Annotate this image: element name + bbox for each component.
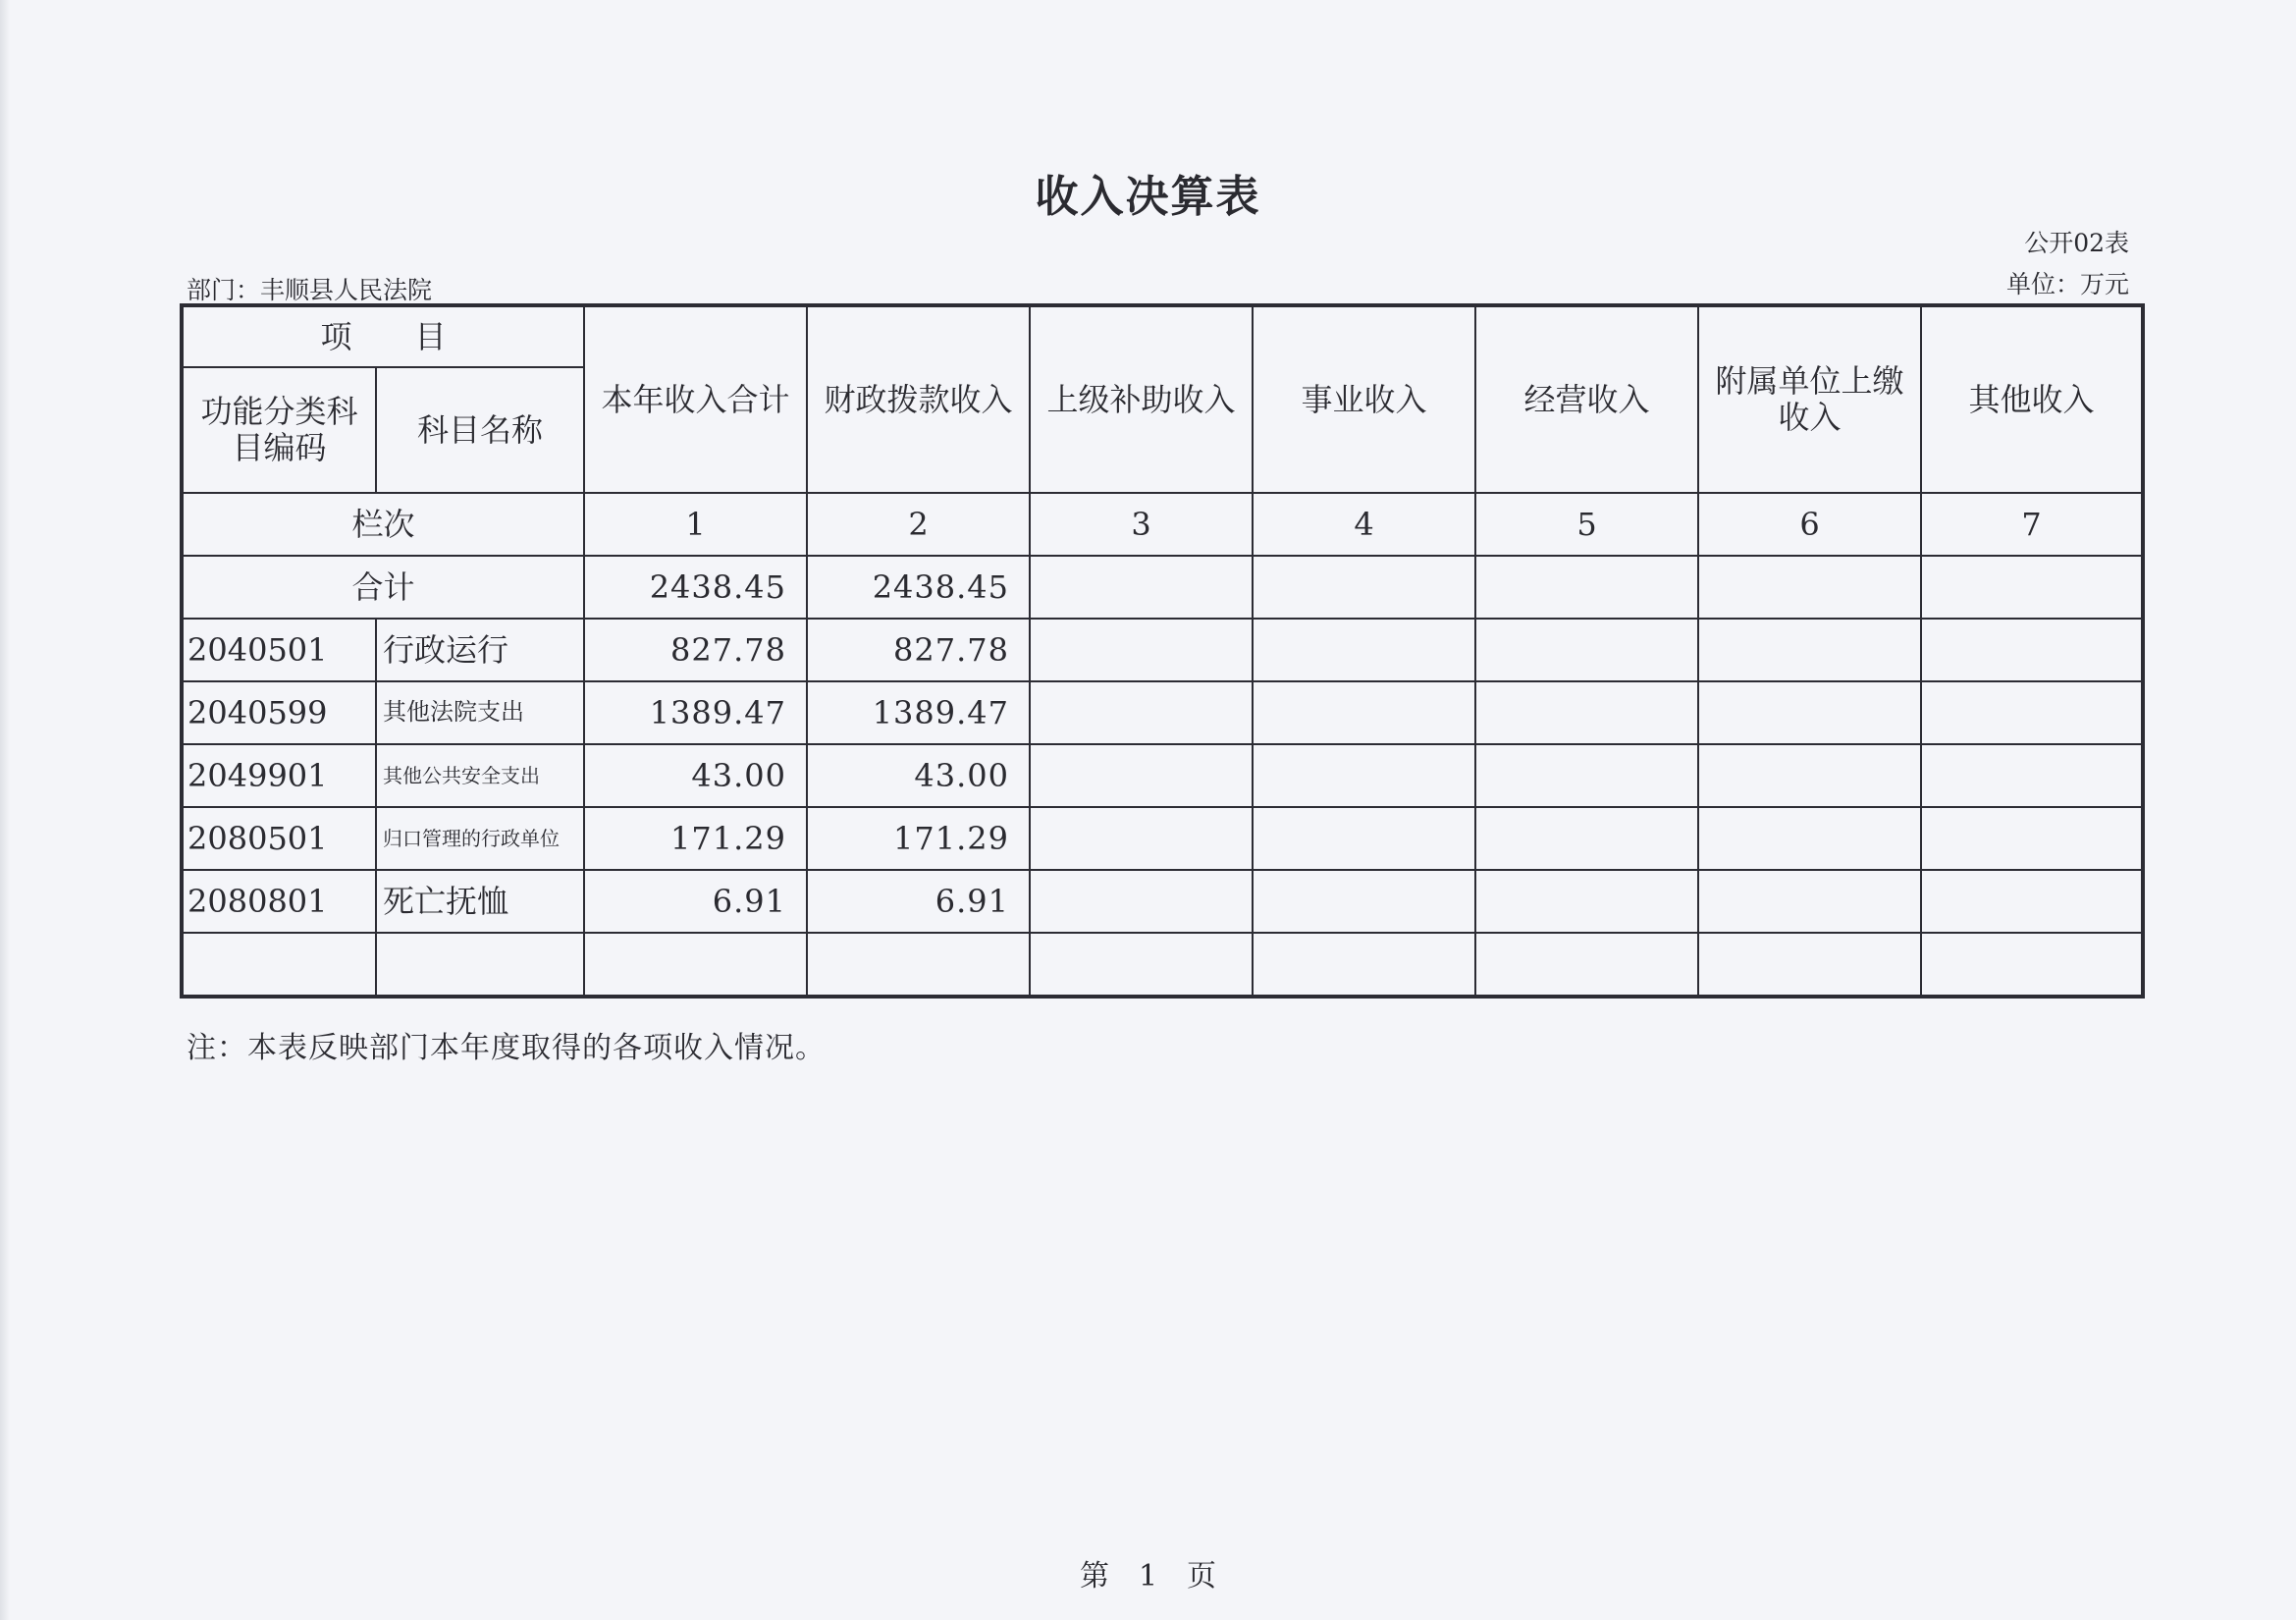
table-note: 注：本表反映部门本年度取得的各项收入情况。	[187, 1031, 826, 1065]
amount-cell: 43.00	[807, 744, 1030, 807]
unit-value: 万元	[2079, 270, 2129, 298]
header-name: 科目名称	[376, 367, 584, 493]
amount-cell	[1921, 933, 2143, 997]
amount-cell	[1253, 681, 1475, 744]
amount-cell	[1698, 744, 1921, 807]
amount-cell	[1253, 744, 1475, 807]
header-col-6: 附属单位上缴收入	[1698, 305, 1921, 493]
amount-cell: 827.78	[584, 619, 807, 681]
total-cell: 2438.45	[584, 556, 807, 619]
department-value: 丰顺县人民法院	[260, 276, 433, 304]
amount-cell: 6.91	[584, 870, 807, 933]
amount-cell	[1475, 744, 1698, 807]
subject-name-cell: 死亡抚恤	[376, 870, 584, 933]
row-index-cell: 3	[1030, 493, 1253, 556]
amount-cell: 827.78	[807, 619, 1030, 681]
unit-label: 单位：	[2005, 270, 2080, 298]
total-cell	[1030, 556, 1253, 619]
subject-name-cell: 行政运行	[376, 619, 584, 681]
amount-cell	[1253, 619, 1475, 681]
row-index-cell: 1	[584, 493, 807, 556]
table-row	[182, 933, 2143, 997]
amount-cell	[1030, 807, 1253, 870]
total-cell	[1698, 556, 1921, 619]
subject-code-cell: 2040501	[182, 619, 376, 681]
header-col-3: 上级补助收入	[1030, 305, 1253, 493]
amount-cell	[584, 933, 807, 997]
department-line	[187, 271, 432, 306]
amount-cell	[1475, 619, 1698, 681]
amount-cell	[1921, 681, 2143, 744]
amount-cell	[1921, 744, 2143, 807]
amount-cell	[807, 933, 1030, 997]
amount-cell	[1698, 870, 1921, 933]
amount-cell: 43.00	[584, 744, 807, 807]
table-row	[182, 619, 2143, 681]
row-index-cell: 2	[807, 493, 1030, 556]
subject-name-cell	[376, 933, 584, 997]
amount-cell	[1030, 681, 1253, 744]
total-cell	[1475, 556, 1698, 619]
header-col-1: 本年收入合计	[584, 305, 807, 493]
amount-cell	[1921, 870, 2143, 933]
amount-cell	[1698, 619, 1921, 681]
amount-cell: 6.91	[807, 870, 1030, 933]
amount-cell	[1698, 933, 1921, 997]
header-project: 项 目	[182, 305, 584, 367]
amount-cell: 171.29	[807, 807, 1030, 870]
income-table	[180, 303, 2145, 999]
subject-code-cell: 2049901	[182, 744, 376, 807]
amount-cell	[1921, 807, 2143, 870]
amount-cell	[1030, 870, 1253, 933]
total-label: 合计	[182, 556, 584, 619]
page-title: 收入决算表	[1035, 172, 1261, 222]
row-index-cell: 4	[1253, 493, 1475, 556]
amount-cell	[1698, 681, 1921, 744]
total-cell	[1253, 556, 1475, 619]
amount-cell	[1030, 619, 1253, 681]
form-number: 公开02表	[2024, 229, 2129, 257]
table-row	[182, 681, 2143, 744]
row-index-cell: 7	[1921, 493, 2143, 556]
page-number: 第 1 页	[1079, 1559, 1217, 1593]
table-row	[182, 744, 2143, 807]
amount-cell	[1475, 681, 1698, 744]
row-index-cell: 5	[1475, 493, 1698, 556]
row-index-cell: 6	[1698, 493, 1921, 556]
subject-code-cell: 2040599	[182, 681, 376, 744]
amount-cell	[1475, 933, 1698, 997]
subject-name-cell: 其他公共安全支出	[376, 744, 584, 807]
header-col-4: 事业收入	[1253, 305, 1475, 493]
header-col-2: 财政拨款收入	[807, 305, 1030, 493]
amount-cell	[1475, 807, 1698, 870]
amount-cell	[1253, 933, 1475, 997]
table-row	[182, 870, 2143, 933]
amount-cell	[1030, 744, 1253, 807]
amount-cell	[1698, 807, 1921, 870]
amount-cell: 171.29	[584, 807, 807, 870]
header-code: 功能分类科目编码	[182, 367, 376, 493]
subject-code-cell	[182, 933, 376, 997]
total-cell: 2438.45	[807, 556, 1030, 619]
table-row	[182, 807, 2143, 870]
amount-cell	[1253, 807, 1475, 870]
subject-code-cell: 2080501	[182, 807, 376, 870]
unit-line	[2006, 265, 2129, 300]
amount-cell: 1389.47	[807, 681, 1030, 744]
amount-cell: 1389.47	[584, 681, 807, 744]
header-col-5: 经营收入	[1475, 305, 1698, 493]
header-col-7: 其他收入	[1921, 305, 2143, 493]
amount-cell	[1253, 870, 1475, 933]
row-index-label: 栏次	[182, 493, 584, 556]
paper-edge	[0, 0, 10, 1620]
total-cell	[1921, 556, 2143, 619]
subject-name-cell: 其他法院支出	[376, 681, 584, 744]
subject-name-cell: 归口管理的行政单位	[376, 807, 584, 870]
department-label: 部门：	[187, 276, 261, 304]
subject-code-cell: 2080801	[182, 870, 376, 933]
amount-cell	[1030, 933, 1253, 997]
amount-cell	[1921, 619, 2143, 681]
amount-cell	[1475, 870, 1698, 933]
